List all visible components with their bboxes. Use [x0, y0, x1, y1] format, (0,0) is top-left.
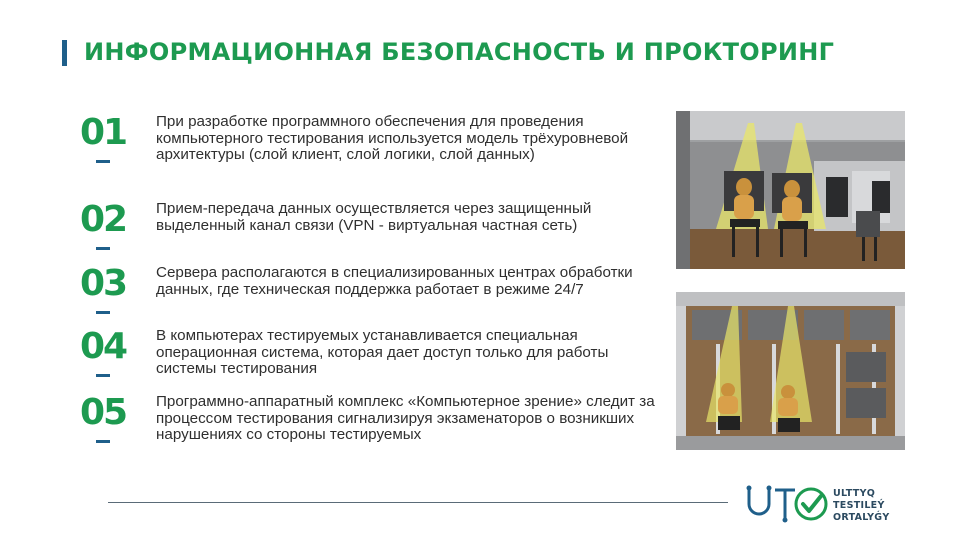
item-number: 04 — [79, 326, 127, 367]
item-number: 02 — [79, 199, 127, 240]
testing-room-photo-side — [676, 111, 905, 269]
footer-divider — [108, 502, 728, 503]
list-item — [72, 265, 672, 325]
item-number-dash — [96, 374, 110, 377]
logo-line-3: ORTALYǴY — [833, 512, 890, 523]
item-number-dash — [96, 440, 110, 443]
testing-room-photo-top — [676, 292, 905, 450]
list-item — [72, 328, 672, 388]
page-title: ИНФОРМАЦИОННАЯ БЕЗОПАСНОСТЬ И ПРОКТОРИНГ — [84, 38, 835, 66]
item-number-dash — [96, 247, 110, 250]
list-item — [72, 114, 672, 194]
list-item — [72, 394, 672, 464]
item-text: При разработке программного обеспечения для проведения компьютерного тестирования используется модель трёхуровневой архитектуры (слой клиент, слой логики, слой данных) — [156, 113, 629, 163]
item-text: Программно-аппаратный комплекс «Компьютерное зрение» следит за процессом тестирования сигнализируя экзаменаторов о возникших нарушениях со стороны тестируемых — [156, 393, 655, 443]
logo-text — [833, 488, 890, 524]
item-number-dash — [96, 160, 110, 163]
list-item — [72, 201, 672, 261]
item-number: 05 — [79, 392, 127, 433]
item-text: Сервера располагаются в специализированных центрах обработки данных, где техническая поддержка работает в режиме 24/7 — [156, 264, 633, 298]
item-text: В компьютерах тестируемых устанавливается специальная операционная система, которая дает доступ только для работы системы тестирования — [156, 327, 609, 377]
item-number: 01 — [79, 112, 127, 153]
title-accent-bar — [62, 40, 67, 66]
item-text: Прием-передача данных осуществляется через защищенный выделенный канал связи (VPN - виртуальная частная сеть) — [156, 200, 592, 234]
utc-logo-icon — [745, 484, 831, 529]
item-number: 03 — [79, 263, 127, 304]
logo-line-2: TESTILEÝ — [833, 500, 885, 511]
logo-line-1: ULTTYQ — [833, 488, 876, 499]
item-number-dash — [96, 311, 110, 314]
checkmark-icon — [803, 496, 821, 511]
